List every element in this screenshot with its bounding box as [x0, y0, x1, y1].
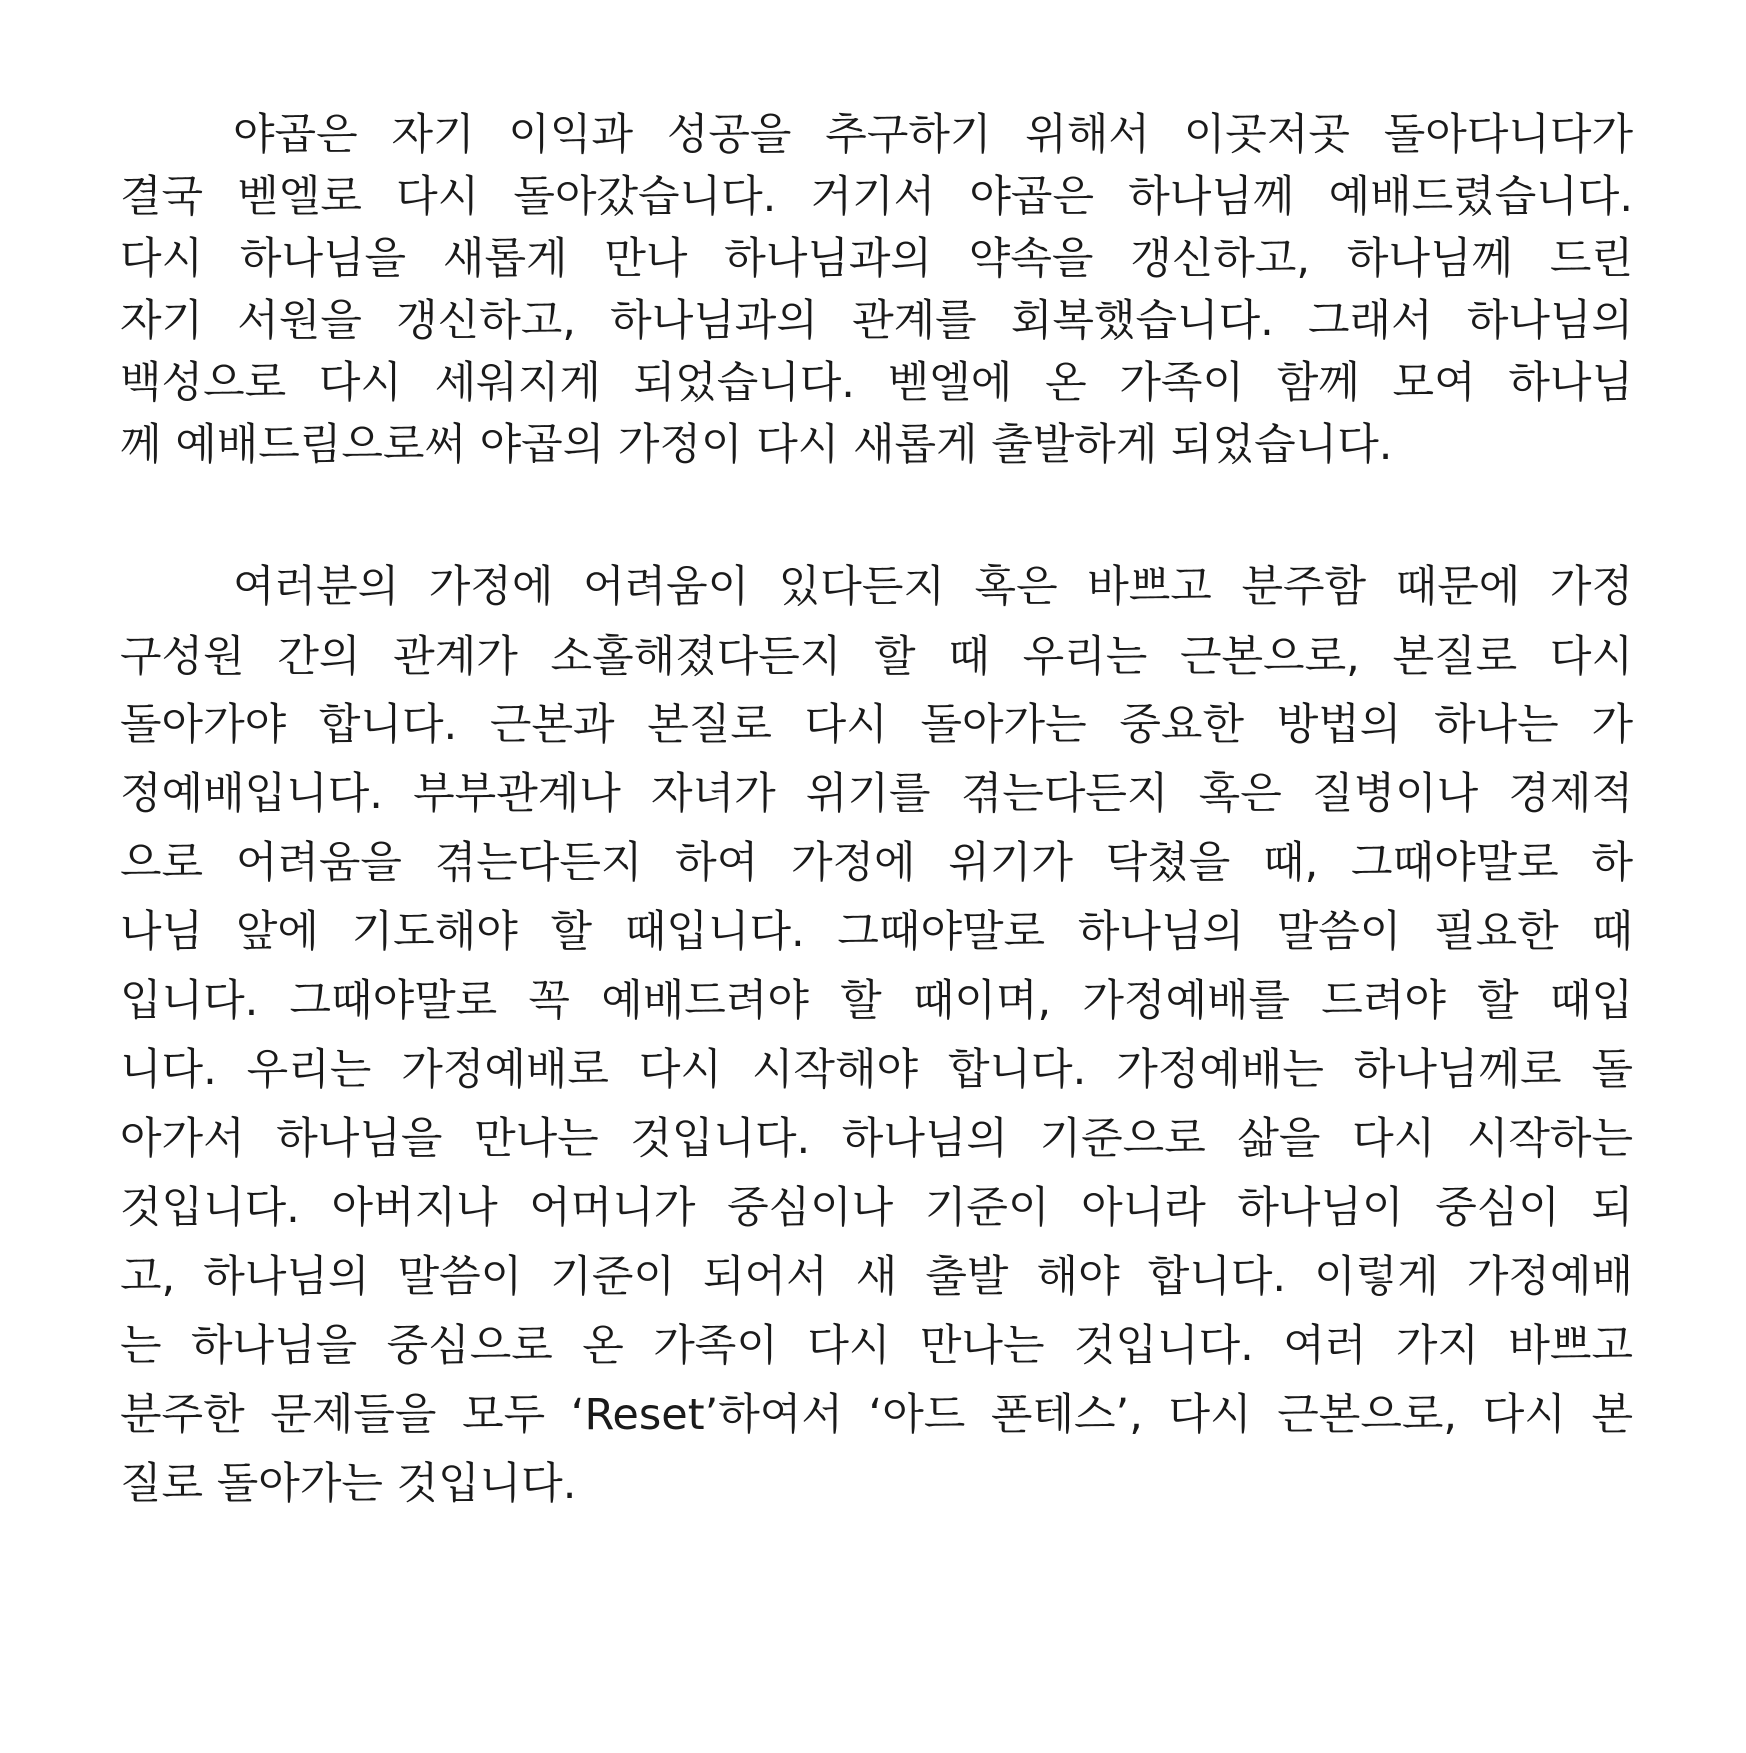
text-line: 결국 벧엘로 다시 돌아갔습니다. 거기서 야곱은 하나님께 예배드렸습니다.	[120, 172, 1633, 222]
text-line: 아가서 하나님을 만나는 것입니다. 하나님의 기준으로 삶을 다시 시작하는	[120, 1114, 1633, 1164]
text-line: 고, 하나님의 말씀이 기준이 되어서 새 출발 해야 합니다. 이렇게 가정예배	[120, 1252, 1633, 1302]
text-line: 께 예배드림으로써 야곱의 가정이 다시 새롭게 출발하게 되었습니다.	[120, 420, 1393, 470]
text-line: 여러분의 가정에 어려움이 있다든지 혹은 바쁘고 분주함 때문에 가정	[233, 562, 1633, 612]
text-line: 니다. 우리는 가정예배로 다시 시작해야 합니다. 가정예배는 하나님께로 돌	[120, 1045, 1633, 1095]
text-line: 분주한 문제들을 모두 ‘Reset’하여서 ‘아드 폰테스’, 다시 근본으로, 다시 본	[120, 1390, 1633, 1440]
text-line: 구성원 간의 관계가 소홀해졌다든지 할 때 우리는 근본으로, 본질로 다시	[120, 632, 1633, 682]
text-line: 야곱은 자기 이익과 성공을 추구하기 위해서 이곳저곳 돌아다니다가	[233, 110, 1633, 160]
text-line: 정예배입니다. 부부관계나 자녀가 위기를 겪는다든지 혹은 질병이나 경제적	[120, 769, 1633, 819]
text-line: 자기 서원을 갱신하고, 하나님과의 관계를 회복했습니다. 그래서 하나님의	[120, 296, 1633, 346]
text-line: 입니다. 그때야말로 꼭 예배드려야 할 때이며, 가정예배를 드려야 할 때입	[120, 976, 1633, 1026]
text-line: 으로 어려움을 겪는다든지 하여 가정에 위기가 닥쳤을 때, 그때야말로 하	[120, 838, 1633, 888]
text-line: 백성으로 다시 세워지게 되었습니다. 벧엘에 온 가족이 함께 모여 하나님	[120, 358, 1633, 408]
text-line: 돌아가야 합니다. 근본과 본질로 다시 돌아가는 중요한 방법의 하나는 가	[120, 700, 1633, 750]
text-line: 질로 돌아가는 것입니다.	[120, 1459, 577, 1509]
text-line: 나님 앞에 기도해야 할 때입니다. 그때야말로 하나님의 말씀이 필요한 때	[120, 907, 1633, 957]
text-line: 것입니다. 아버지나 어머니가 중심이나 기준이 아니라 하나님이 중심이 되	[120, 1183, 1633, 1233]
text-line: 다시 하나님을 새롭게 만나 하나님과의 약속을 갱신하고, 하나님께 드린	[120, 234, 1633, 284]
text-line: 는 하나님을 중심으로 온 가족이 다시 만나는 것입니다. 여러 가지 바쁘고	[120, 1321, 1633, 1371]
